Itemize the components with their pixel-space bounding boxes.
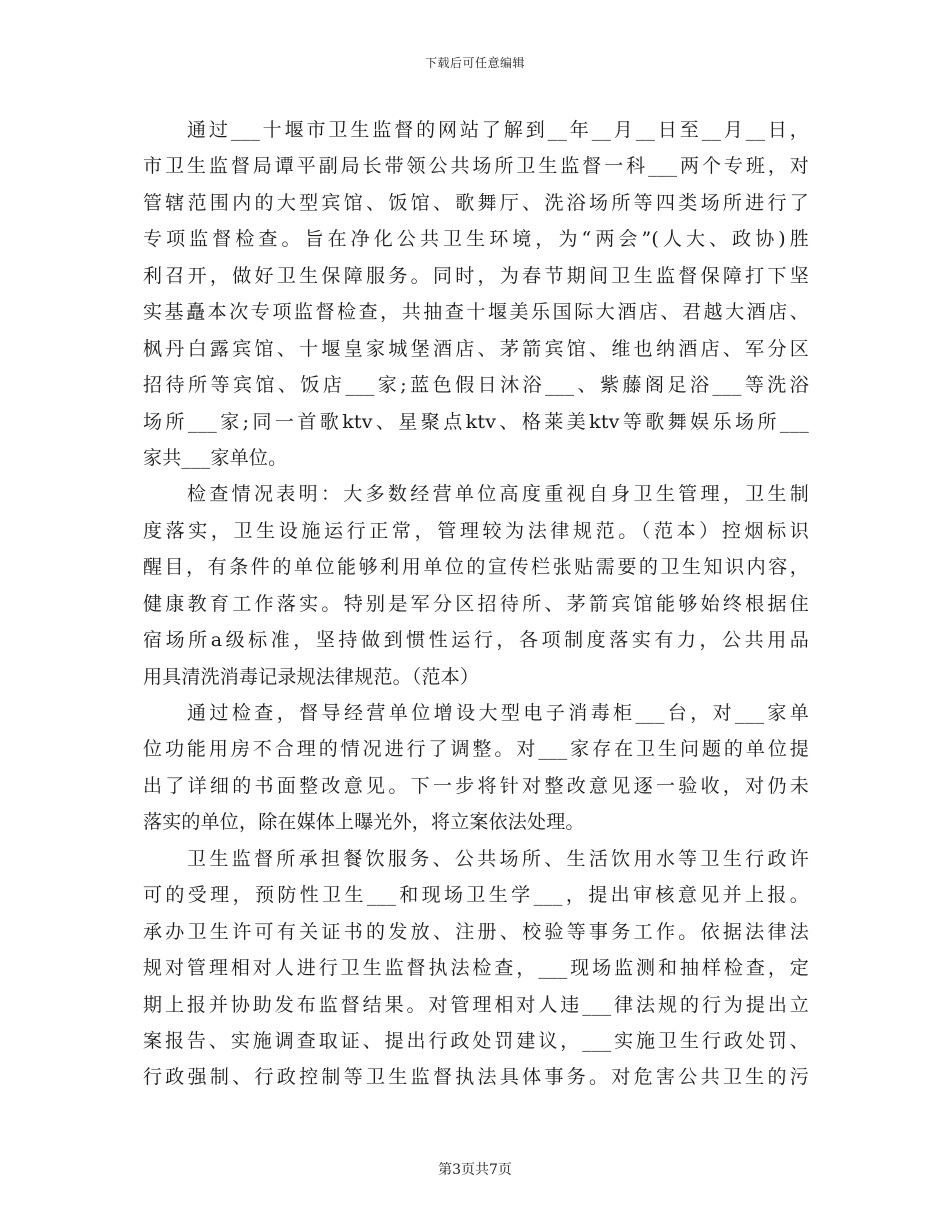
text-line: 案报告、实施调查取证、提出行政处罚建议，___实施卫生行政处罚、 [143, 1029, 809, 1052]
text-line: 出了详细的书面整改意见。下一步将针对整改意见逐一验收，对仍未 [143, 774, 809, 797]
text-line: 承办卫生许可有关证书的发放、注册、校验等事务工作。依据法律法 [143, 920, 809, 943]
text-line: 通过检查，督导经营单位增设大型电子消毒柜___台，对___家单 [187, 702, 809, 724]
text-line: 可的受理，预防性卫生___和现场卫生学___，提出审核意见并上报。 [143, 884, 809, 907]
text-line: 行政强制、行政控制等卫生监督执法具体事务。对危害公共卫生的污 [143, 1066, 809, 1089]
text-line: 卫生监督所承担餐饮服务、公共场所、生活饮用水等卫生行政许 [187, 847, 809, 870]
text-line: 位功能用房不合理的情况进行了调整。对___家存在卫生问题的单位提 [143, 738, 809, 761]
document-body [143, 112, 809, 1096]
text-line: 用具清洗消毒记录规法律规范。（范本） [143, 665, 480, 688]
text-line: 家共___家单位。 [143, 446, 288, 469]
text-line: 场所___家;同一首歌ktv、星聚点ktv、格莱美ktv等歌舞娱乐场所___ [143, 410, 809, 433]
text-line: 招待所等宾馆、饭店___家;蓝色假日沐浴___、紫藤阁足浴___等洗浴 [143, 374, 809, 397]
text-line: 管辖范围内的大型宾馆、饭馆、歌舞厅、洗浴场所等四类场所进行了 [143, 191, 809, 214]
text-line: 实基矗本次专项监督检查，共抽查十堰美乐国际大酒店、君越大酒店、 [143, 301, 809, 324]
text-line: 落实的单位，除在媒体上曝光外，将立案依法处理。 [143, 811, 585, 834]
text-line: 期上报并协助发布监督结果。对管理相对人违___律法规的行为提出立 [143, 993, 809, 1016]
text-line: 宿场所a级标准，坚持做到惯性运行，各项制度落实有力，公共用品 [143, 629, 809, 652]
text-line: 醒目，有条件的单位能够利用单位的宣传栏张贴需要的卫生知识内容， [143, 556, 809, 579]
text-line: 健康教育工作落实。特别是军分区招待所、茅箭宾馆能够始终根据住 [143, 592, 809, 615]
text-line: 度落实，卫生设施运行正常，管理较为法律规范。（范本）控烟标识 [143, 519, 809, 542]
page-header: 下载后可任意编辑 [424, 56, 525, 70]
text-line: 检查情况表明：大多数经营单位高度重视自身卫生管理，卫生制 [187, 483, 809, 506]
text-line: 利召开，做好卫生保障服务。同时，为春节期间卫生监督保障打下坚 [143, 264, 809, 287]
text-line: 枫丹白露宾馆、十堰皇家城堡酒店、茅箭宾馆、维也纳酒店、军分区 [143, 337, 809, 360]
text-line: 专项监督检查。旨在净化公共卫生环境，为“两会”(人大、政协)胜 [143, 228, 809, 251]
text-line: 规对管理相对人进行卫生监督执法检查，___现场监测和抽样检查，定 [143, 957, 809, 980]
page-footer: 第3页共7页 [438, 1162, 512, 1178]
text-line: 通过___十堰市卫生监督的网站了解到__年__月__日至__月__日， [187, 119, 809, 141]
text-line: 市卫生监督局谭平副局长带领公共场所卫生监督一科___两个专班，对 [143, 155, 809, 178]
